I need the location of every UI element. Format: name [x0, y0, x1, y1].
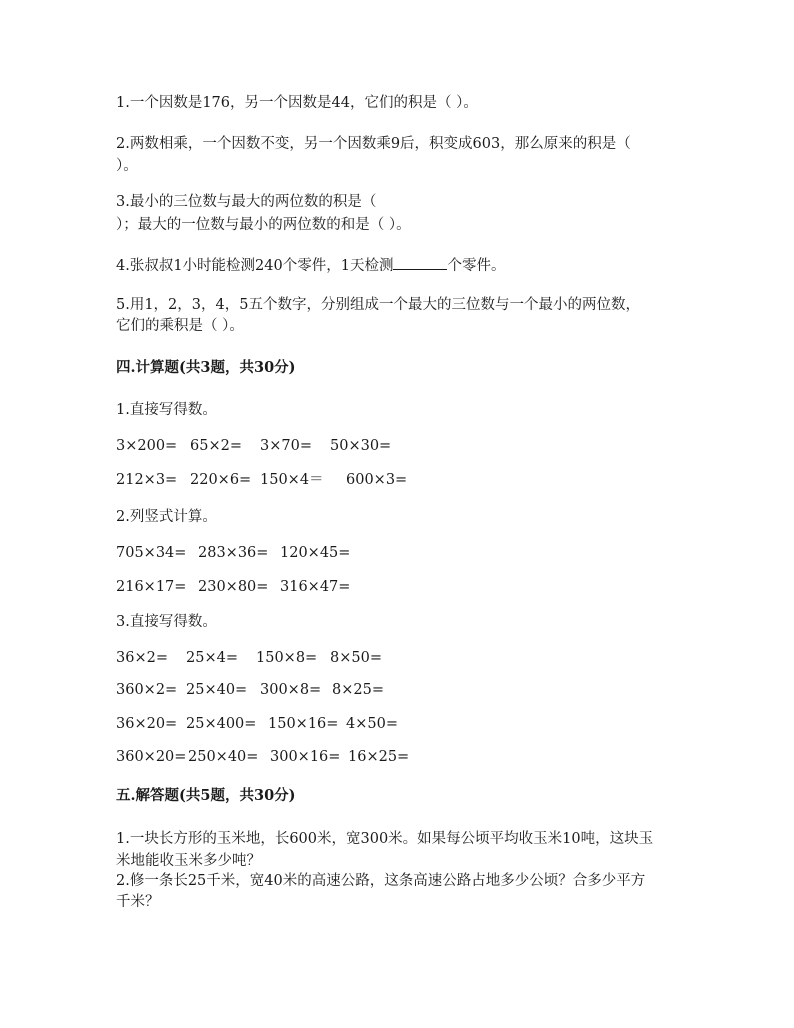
section-4-heading: 四.计算题(共3题，共30分) [116, 359, 296, 376]
calc-expression: 8×25= [332, 682, 384, 698]
fill-blank-q3-line2: ）；最大的一位数与最小的两位数的和是（ ）。 [116, 217, 411, 233]
fill-blank-q1: 1.一个因数是176，另一个因数是44，它们的积是（ ）。 [116, 95, 478, 111]
calc-expression: 600×3= [346, 472, 408, 488]
calc-expression: 25×40= [186, 682, 248, 698]
fill-blank-q4-text-before: 4.张叔叔1小时能检测240个零件，1天检测 [116, 258, 394, 274]
calc-expression: 300×16= [270, 749, 341, 765]
calc-expression: 216×17= [116, 579, 187, 595]
fill-blank-q2-line2: ）。 [116, 158, 138, 174]
calc-p2-row1 [116, 543, 372, 563]
calc-expression: 4×50= [346, 716, 398, 732]
section-5-heading: 五.解答题(共5题，共30分) [116, 787, 296, 804]
calc-p3-title: 3.直接写得数。 [116, 614, 217, 630]
calc-expression: 150×8= [256, 650, 318, 666]
calc-expression: 283×36= [198, 545, 269, 561]
calc-expression: 300×8= [260, 682, 322, 698]
word-problem-q1-line1: 1.一块长方形的玉米地，长600米，宽300米。如果每公顷平均收玉米10吨，这块玉 [116, 831, 654, 847]
fill-blank-q5-line1: 5.用1，2，3，4，5五个数字，分别组成一个最大的三位数与一个最小的两位数， [116, 297, 640, 313]
calc-expression: 16×25= [348, 749, 410, 765]
fill-blank-q5-line2: 它们的乘积是（ ）。 [116, 318, 244, 334]
calc-expression: 230×80= [198, 579, 269, 595]
calc-expression: 8×50= [330, 650, 382, 666]
calc-expression: 150×16= [268, 716, 339, 732]
word-problem-q1-line2: 米地能收玉米多少吨？ [116, 853, 261, 869]
calc-expression: 25×400= [186, 716, 257, 732]
calc-expression: 150×4＝ [260, 472, 324, 488]
calc-expression: 36×20= [116, 716, 178, 732]
calc-expression: 65×2= [190, 438, 242, 454]
calc-p1-title: 1.直接写得数。 [116, 402, 217, 418]
calc-expression: 3×200= [116, 438, 178, 454]
calc-p1-row1 [116, 436, 413, 456]
answer-blank-line [393, 255, 447, 270]
calc-expression: 360×20= [116, 749, 187, 765]
calc-p3-row3 [116, 714, 420, 734]
calc-p3-row1 [116, 648, 404, 668]
calc-expression: 705×34= [116, 545, 187, 561]
fill-blank-q4-text-after: 个零件。 [447, 258, 506, 274]
calc-expression: 212×3= [116, 472, 178, 488]
calc-p2-row2 [116, 577, 372, 597]
calc-p3-row4 [116, 747, 431, 767]
calc-p2-title: 2.列竖式计算。 [116, 509, 217, 525]
calc-p1-row2 [116, 470, 429, 490]
word-problem-q2-line2: 千米？ [116, 894, 160, 910]
fill-blank-q2-line1: 2.两数相乘，一个因数不变，另一个因数乘9后，积变成603，那么原来的积是（ [116, 136, 631, 152]
fill-blank-q3-line1: 3.最小的三位数与最大的两位数的积是（ [116, 194, 377, 210]
fill-blank-q4 [116, 255, 505, 276]
calc-expression: 50×30= [330, 438, 392, 454]
calc-expression: 250×40= [188, 749, 259, 765]
calc-expression: 120×45= [280, 545, 351, 561]
calc-expression: 36×2= [116, 650, 168, 666]
calc-expression: 316×47= [280, 579, 351, 595]
calc-expression: 25×4= [186, 650, 238, 666]
word-problem-q2-line1: 2.修一条长25千米，宽40米的高速公路，这条高速公路占地多少公顷？合多少平方 [116, 873, 646, 889]
calc-p3-row2 [116, 680, 406, 700]
calc-expression: 220×6= [190, 472, 252, 488]
calc-expression: 360×2= [116, 682, 178, 698]
calc-expression: 3×70= [260, 438, 312, 454]
